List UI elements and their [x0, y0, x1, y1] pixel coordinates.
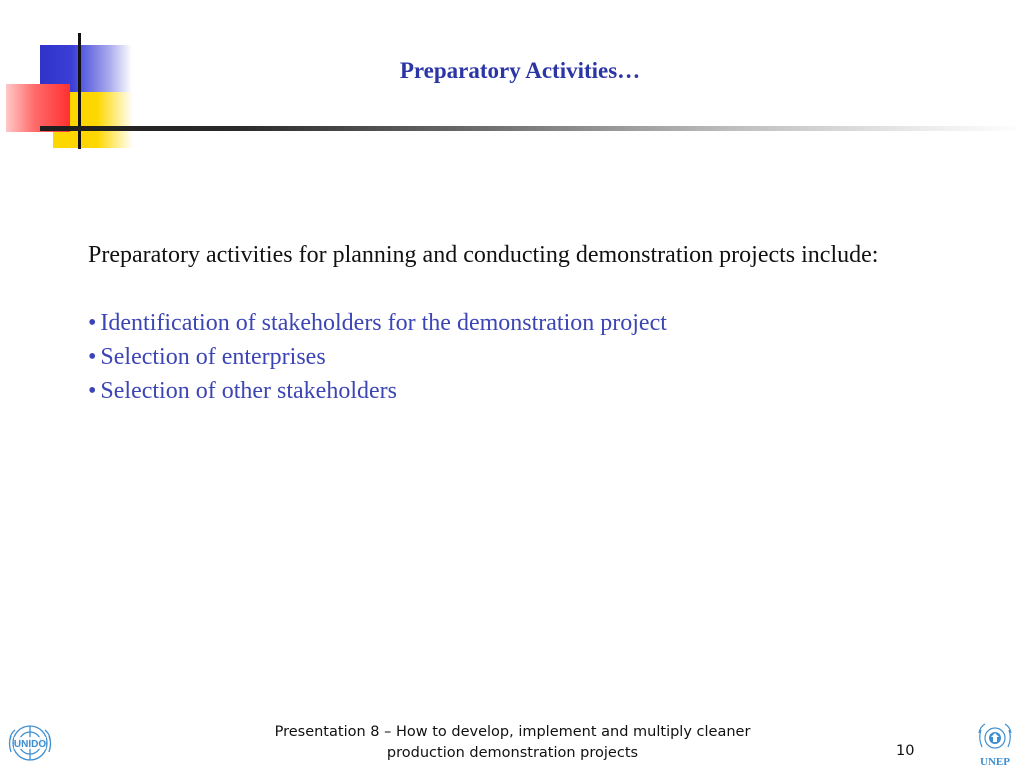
bullet-dot: • [88, 344, 97, 370]
unep-logo [970, 718, 1020, 768]
bullet-list [88, 306, 928, 408]
bullet-item [88, 374, 928, 408]
page-number: 10 [896, 743, 915, 759]
bullet-dot: • [88, 378, 97, 404]
decor-horizontal-rule [40, 126, 1024, 131]
unido-logo [6, 722, 54, 764]
footer-line-2: production demonstration projects [386, 745, 639, 761]
slide-title: Preparatory Activities… [399, 58, 641, 83]
bullet-item [88, 306, 928, 340]
decor-vertical-line [78, 33, 81, 149]
bullet-text: Selection of other stakeholders [100, 378, 397, 404]
bullet-dot: • [88, 310, 97, 336]
decor-red-square [6, 84, 70, 132]
intro-text: Preparatory activities for planning and conducting demonstration projects include: [88, 242, 879, 268]
unido-logo-text: UNIDO [13, 739, 47, 750]
bullet-text: Identification of stakeholders for the demonstration project [100, 310, 667, 336]
footer-caption [240, 722, 785, 764]
unep-logo-text: UNEP [980, 756, 1010, 768]
bullet-text: Selection of enterprises [100, 344, 326, 370]
slide-body [88, 238, 928, 408]
footer-line-1: Presentation 8 – How to develop, implement and multiply cleaner [274, 724, 751, 740]
bullet-item [88, 340, 928, 374]
